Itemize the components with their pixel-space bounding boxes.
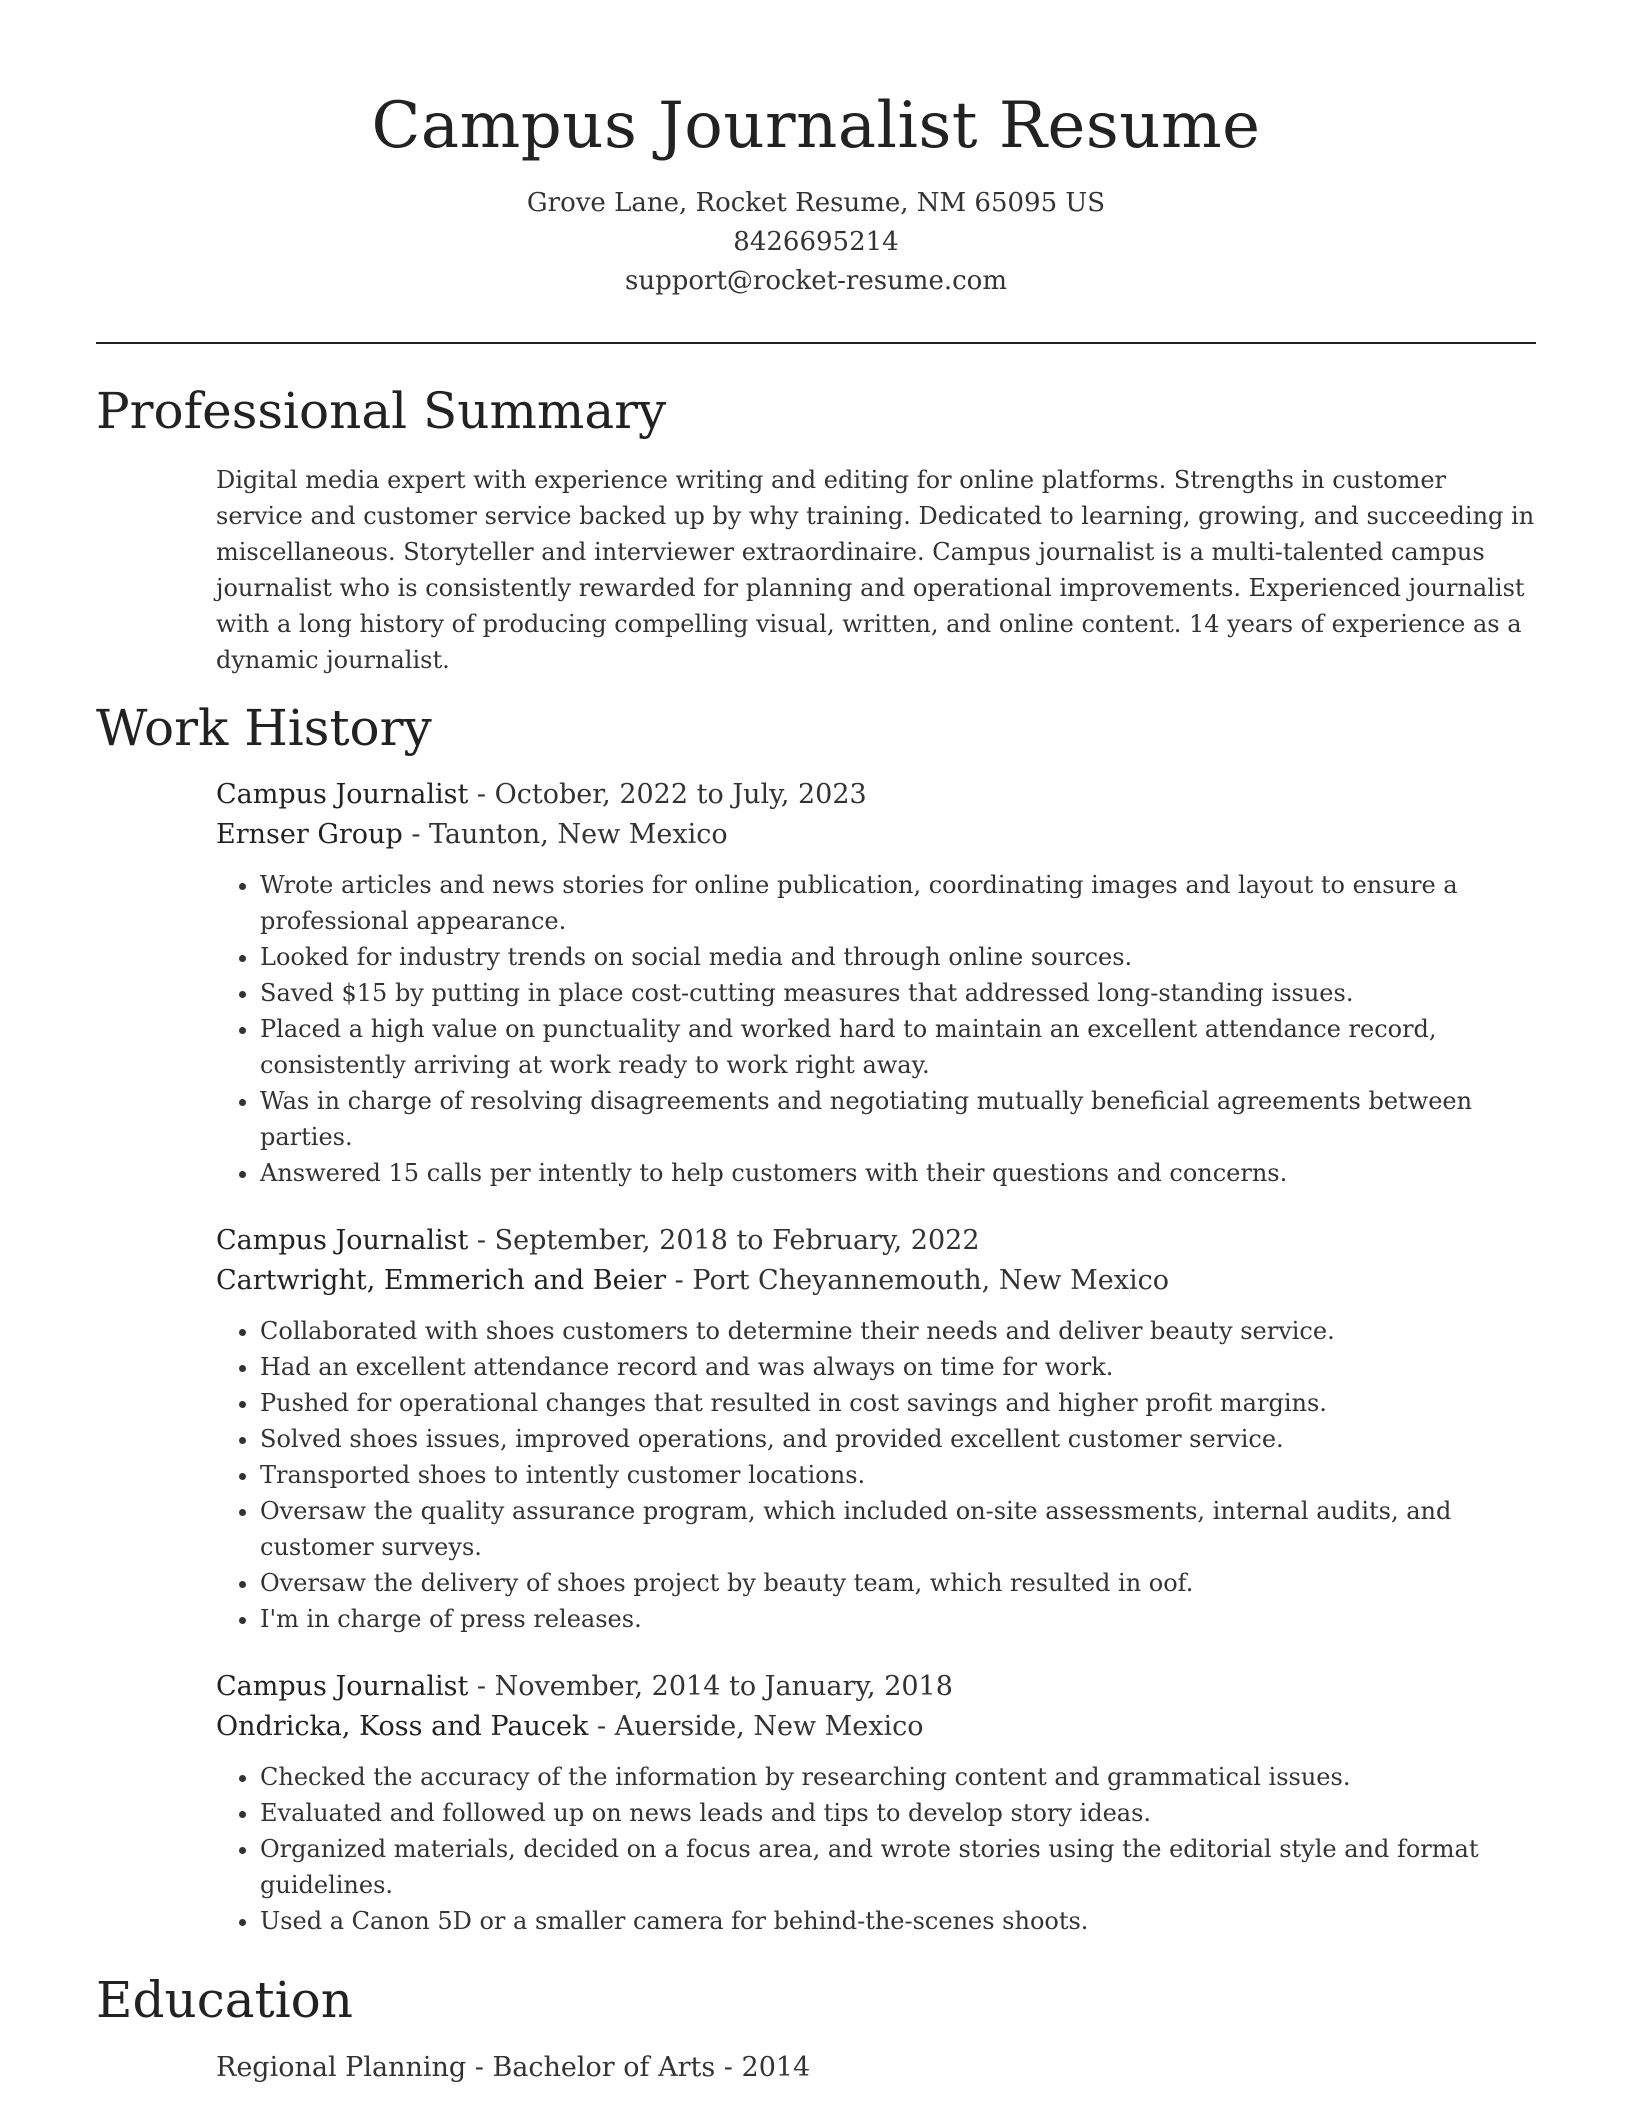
job-title-line xyxy=(216,775,1536,815)
duty-item: • Wrote articles and news stories for online publication, coordinating images and layout to ensure a professional appearance. xyxy=(260,867,1536,939)
work-history-heading: Work History xyxy=(96,699,432,757)
resume-title: Campus Journalist Resume xyxy=(371,89,1261,163)
job-title: Campus Journalist xyxy=(216,1225,469,1256)
job-title-line xyxy=(216,1667,1536,1707)
summary-heading: Professional Summary xyxy=(96,382,667,440)
job-title: Campus Journalist xyxy=(216,1671,469,1702)
contact-email: support@rocket-resume.com xyxy=(624,266,1007,296)
job-dates: - October, 2022 to July, 2023 xyxy=(468,779,867,810)
education-degree: Bachelor of Arts xyxy=(492,2052,716,2083)
job-dates: - November, 2014 to January, 2018 xyxy=(468,1671,953,1702)
job-company: Ernser Group xyxy=(216,819,403,850)
job-location: - Taunton, New Mexico xyxy=(402,819,728,850)
job-dates: - September, 2018 to February, 2022 xyxy=(468,1225,980,1256)
job-duties xyxy=(216,1759,1536,1939)
job-entry xyxy=(216,775,1536,1191)
duty-item: • Oversaw the delivery of shoes project by beauty team, which resulted in oof. xyxy=(260,1565,1536,1601)
duty-item: • Had an excellent attendance record and was always on time for work. xyxy=(260,1349,1536,1385)
duty-item: • Answered 15 calls per intently to help customers with their questions and concerns. xyxy=(260,1155,1536,1191)
job-company: Ondricka, Koss and Paucek xyxy=(216,1711,589,1742)
job-location: - Auerside, New Mexico xyxy=(588,1711,924,1742)
duty-item: • Evaluated and followed up on news leads and tips to develop story ideas. xyxy=(260,1795,1536,1831)
duty-item: • Transported shoes to intently customer locations. xyxy=(260,1457,1536,1493)
duty-item: • Solved shoes issues, improved operations, and provided excellent customer service. xyxy=(260,1421,1536,1457)
duty-item: • Oversaw the quality assurance program, which included on-site assessments, internal audits, and customer surveys. xyxy=(260,1493,1536,1565)
job-company-line xyxy=(216,1261,1536,1301)
job-company: Cartwright, Emmerich and Beier xyxy=(216,1265,667,1296)
summary-text: Digital media expert with experience writing and editing for online platforms. Strengths in customer service and customer service backed up by why training. Dedicated to learning, growing, and succeeding in miscellaneous. Storyteller and interviewer extraordinaire. Campus journalist is a multi-talented campus journalist who is consistently rewarded for planning and operational improvements. Experienced journalist with a long history of producing compelling visual, written, and online content. 14 years of experience as a dynamic journalist. xyxy=(216,466,1535,674)
education-list xyxy=(216,2048,1536,2088)
work-history-list xyxy=(216,775,1536,1969)
education-year: 2014 xyxy=(741,2052,811,2083)
duty-item: • Looked for industry trends on social media and through online sources. xyxy=(260,939,1536,975)
duty-item: • I'm in charge of press releases. xyxy=(260,1601,1536,1637)
job-entry xyxy=(216,1221,1536,1637)
duty-item: • Was in charge of resolving disagreements and negotiating mutually beneficial agreements between parties. xyxy=(260,1083,1536,1155)
education-field: Regional Planning xyxy=(216,2052,467,2083)
job-title: Campus Journalist xyxy=(216,779,469,810)
contact-block xyxy=(0,184,1632,301)
education-separator: - xyxy=(715,2052,742,2083)
duty-item: • Collaborated with shoes customers to determine their needs and deliver beauty service. xyxy=(260,1313,1536,1349)
job-company-line xyxy=(216,1707,1536,1747)
job-duties xyxy=(216,867,1536,1191)
duty-item: • Checked the accuracy of the information by researching content and grammatical issues. xyxy=(260,1759,1536,1795)
duty-item: • Placed a high value on punctuality and worked hard to maintain an excellent attendance record, consistently arriving at work ready to work right away. xyxy=(260,1011,1536,1083)
duty-item: • Saved $15 by putting in place cost-cutting measures that addressed long-standing issues. xyxy=(260,975,1536,1011)
job-company-line xyxy=(216,815,1536,855)
education-entry xyxy=(216,2048,1536,2088)
resume-header xyxy=(0,0,1632,301)
education-separator: - xyxy=(466,2052,493,2083)
job-title-line xyxy=(216,1221,1536,1261)
duty-item: • Organized materials, decided on a focus area, and wrote stories using the editorial style and format guidelines. xyxy=(260,1831,1536,1903)
contact-address: Grove Lane, Rocket Resume, NM 65095 US xyxy=(526,188,1106,218)
education-heading: Education xyxy=(96,1971,353,2029)
header-divider xyxy=(96,342,1536,344)
duty-item: • Pushed for operational changes that resulted in cost savings and higher profit margins. xyxy=(260,1385,1536,1421)
job-entry xyxy=(216,1667,1536,1939)
job-location: - Port Cheyannemouth, New Mexico xyxy=(666,1265,1169,1296)
contact-phone: 8426695214 xyxy=(733,227,899,257)
duty-item: • Used a Canon 5D or a smaller camera for behind-the-scenes shoots. xyxy=(260,1903,1536,1939)
job-duties xyxy=(216,1313,1536,1637)
